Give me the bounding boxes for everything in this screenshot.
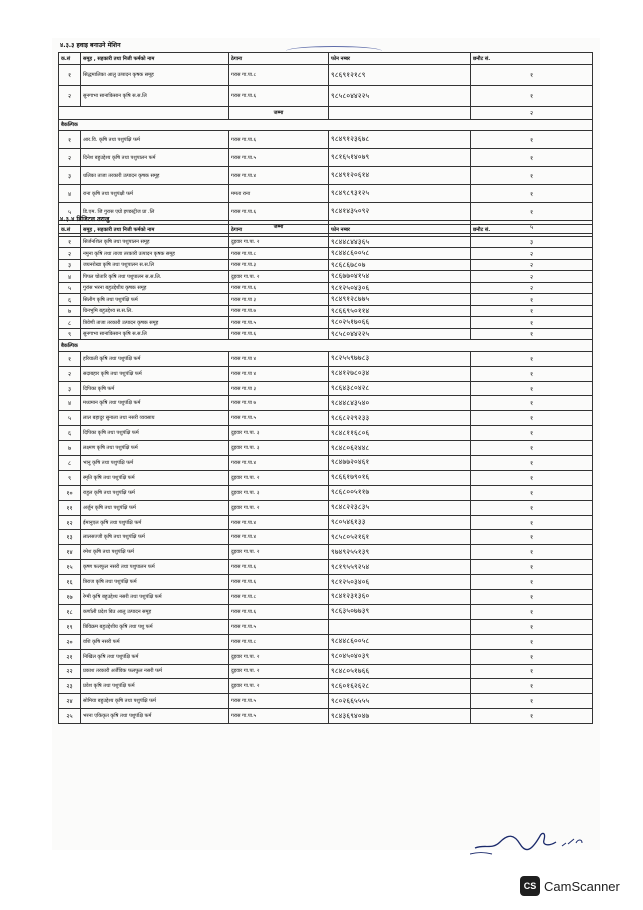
name-cell: दिनेश बहुउद्देश्य कृषि तथा पशुपालन फर्म	[81, 149, 229, 167]
table-row	[59, 411, 593, 426]
serial-cell: १	[59, 236, 81, 248]
address-cell: गरास गा.पा.६	[229, 131, 329, 149]
name-cell: लक्ष्मण कृषि तथा पशुपंक्षि फर्म	[81, 441, 229, 456]
count-cell: १	[471, 530, 593, 545]
table-row	[59, 381, 593, 396]
count-cell: १	[471, 86, 593, 107]
serial-cell: १	[59, 65, 81, 86]
table-row	[59, 530, 593, 545]
table-row	[59, 456, 593, 471]
name-cell: प्रवेश कृषि तथा पशुपंक्षि फर्म	[81, 679, 229, 694]
address-cell: गरास गा.पा.४	[229, 530, 329, 545]
address-cell: गरास गा.पा.५	[229, 149, 329, 167]
serial-cell: २	[59, 149, 81, 167]
serial-cell: ६	[59, 294, 81, 306]
phone-cell: ९८४१२७८०३४	[329, 366, 471, 381]
name-cell: स्मृति कृषि तथा पशुपंक्षि फर्म	[81, 470, 229, 485]
phone-cell: ९८६०१६२६२८	[329, 679, 471, 694]
name-cell: रेग्मी कृषि बहुउद्देश्य नसरी तथा पशुपंक्षि फर्म	[81, 590, 229, 605]
total-row	[59, 107, 593, 120]
address-cell: गरास गा.पा.६	[229, 604, 329, 619]
name-cell: वशि कृषि नसरी फर्म	[81, 634, 229, 649]
count-cell: १	[471, 294, 593, 306]
serial-cell: १४	[59, 545, 81, 560]
phone-cell: ९८६६९५०११४	[329, 305, 471, 317]
table-row	[59, 294, 593, 306]
count-cell: १	[471, 590, 593, 605]
table-row	[59, 470, 593, 485]
phone-cell: ९८४४८४४३६५	[329, 236, 471, 248]
name-cell: सिर्जनशिल कृषि तथा पशुपालन समूह	[81, 236, 229, 248]
name-cell: ग्रिनभुमि बहुउद्देश्य स.स.लि.	[81, 305, 229, 317]
serial-cell: ५	[59, 282, 81, 294]
count-cell: १	[471, 426, 593, 441]
phone-cell: ९८५८०५२१६१	[329, 530, 471, 545]
serial-cell: ८	[59, 317, 81, 329]
section1-title: ४.३.३ हवाइ बनाउने मेशिन	[60, 42, 121, 49]
camscanner-label: CamScanner	[544, 878, 620, 894]
name-cell: दिपिका कृषि फर्म	[81, 381, 229, 396]
table-row	[59, 619, 593, 634]
table-row	[59, 282, 593, 294]
phone-cell: ९८४४८४३५४०	[329, 396, 471, 411]
name-cell: त्रिविक्रम बहुउद्देशीय कृषि तथा पशु फर्म	[81, 619, 229, 634]
phone-cell: ९८४९८९३१२५	[329, 185, 471, 203]
serial-cell: ५	[59, 203, 81, 221]
count-cell: १	[471, 167, 593, 185]
count-cell: १	[471, 545, 593, 560]
total-label: जम्मा	[229, 107, 329, 120]
count-cell: १	[471, 456, 593, 471]
serial-cell: ९	[59, 470, 81, 485]
name-cell: कृष्ण फलफुल नसरी तथा पशुपालन फर्म	[81, 560, 229, 575]
serial-cell: १०	[59, 485, 81, 500]
name-cell: ईमानुएल कृषि तथा पशुपंक्षि फर्म	[81, 515, 229, 530]
serial-cell: ३	[59, 259, 81, 271]
count-cell: १	[471, 203, 593, 221]
count-cell: २	[471, 248, 593, 260]
phone-cell: ९८२५५९७७८३	[329, 351, 471, 366]
total-value: ५	[471, 221, 593, 234]
count-cell: १	[471, 604, 593, 619]
address-cell: गरास गा.पा.५	[229, 317, 329, 329]
table-row	[59, 259, 593, 271]
column-header: ठेगाना	[229, 225, 329, 237]
serial-cell: ६	[59, 426, 81, 441]
phone-cell: ९८४४८६००५८	[329, 248, 471, 260]
address-cell: गरास गा.पा ३	[229, 381, 329, 396]
count-cell: १	[471, 396, 593, 411]
table-row	[59, 271, 593, 283]
count-cell: २	[471, 271, 593, 283]
address-cell: दुइवार गा.पा. ३	[229, 485, 329, 500]
phone-cell: ९८४४८६००५८	[329, 634, 471, 649]
table-row	[59, 317, 593, 329]
camscanner-logo-icon: CS	[520, 876, 540, 896]
address-cell: गरास गा.पा.६	[229, 575, 329, 590]
serial-cell: १७	[59, 590, 81, 605]
serial-cell: १२	[59, 515, 81, 530]
table-header-row	[59, 53, 593, 65]
address-cell: गरास गा.पा ४	[229, 366, 329, 381]
count-cell: १	[471, 411, 593, 426]
phone-cell	[329, 619, 471, 634]
name-cell: मध्यमान कृषि तथा पशुपंक्षि फर्म	[81, 396, 229, 411]
name-cell: कर्णाली प्रदेश बिउ आलु उत्पादन समूह	[81, 604, 229, 619]
serial-cell: ७	[59, 305, 81, 317]
address-cell: गरास गा.पा.४	[229, 515, 329, 530]
table-row	[59, 545, 593, 560]
address-cell: गरास गा.पा.७	[229, 305, 329, 317]
phone-cell: ९८४३६९४०४७	[329, 709, 471, 724]
name-cell: सिद्धमालिका आलु उत्पादन कृषक समूह	[81, 65, 229, 86]
table-row	[59, 604, 593, 619]
address-cell: गरास गा.पा.३	[229, 259, 329, 271]
address-cell: गरास गा.पा.५	[229, 411, 329, 426]
table-row	[59, 485, 593, 500]
column-header: फोन नम्बर	[329, 225, 471, 237]
serial-cell: ७	[59, 441, 81, 456]
table-row	[59, 86, 593, 107]
section2-title: ४.३.४ डिजिटल तराजु	[60, 216, 110, 223]
serial-cell: १६	[59, 575, 81, 590]
name-cell: लालसज्जी कृषि तथा पशुपंक्षि फर्म	[81, 530, 229, 545]
phone-cell: ९८५८०४४२२५	[329, 86, 471, 107]
serial-cell: ५	[59, 411, 81, 426]
count-cell: १	[471, 500, 593, 515]
name-cell: गुरांस भरना बहुउद्देशीय कृषक समूह	[81, 282, 229, 294]
phone-cell: ९८४१४३५०९२	[329, 203, 471, 221]
address-cell: गरास गा.पा ७	[229, 396, 329, 411]
table-row	[59, 441, 593, 456]
phone-cell: ९८१२५०४३०६	[329, 282, 471, 294]
table-row	[59, 426, 593, 441]
machine-table	[58, 52, 593, 234]
name-cell: नमुना कृषि तथा ताजा तरकारी उत्पादन कृषक समूह	[81, 248, 229, 260]
count-cell: १	[471, 470, 593, 485]
table-row	[59, 305, 593, 317]
address-cell: दुइवार गा.पा. ३	[229, 441, 329, 456]
address-cell: ममता राना	[229, 185, 329, 203]
name-cell: प्रकाश तरकारी अर्जैविक फलफुल नसरी फर्म	[81, 664, 229, 679]
table-row	[59, 366, 593, 381]
address-cell: गरास गा.पा.५	[229, 619, 329, 634]
serial-cell: २	[59, 366, 81, 381]
table-row	[59, 649, 593, 664]
count-cell: १	[471, 328, 593, 340]
count-cell: १	[471, 317, 593, 329]
name-cell: हरियाली कृषि तथा पशुपंक्षि फर्म	[81, 351, 229, 366]
signature-drawing	[470, 826, 590, 856]
total-label: जम्मा	[229, 221, 329, 234]
serial-cell: २४	[59, 694, 81, 709]
name-cell: दिपिका कृषि तथा पशुपंक्षि फर्म	[81, 426, 229, 441]
address-cell: दुइवार गा.पा. २	[229, 545, 329, 560]
table-header-row	[59, 225, 593, 237]
phone-cell: ९८०४५०४०३९	[329, 649, 471, 664]
table-row	[59, 248, 593, 260]
count-cell: १	[471, 575, 593, 590]
count-cell: १	[471, 351, 593, 366]
name-cell: आर.वि. कृषि तथा पशुपंक्षि फर्म	[81, 131, 229, 149]
address-cell: गरास गा.पा.६	[229, 86, 329, 107]
name-cell: राना कृषि तथा पशुपंक्षी फर्म	[81, 185, 229, 203]
phone-cell: ९८४१२३१३६०	[329, 590, 471, 605]
table-row	[59, 515, 593, 530]
name-cell: राहुल कृषि तथा पशुपंक्षि फर्म	[81, 485, 229, 500]
count-cell: १	[471, 185, 593, 203]
name-cell: रमेश कृषि तथा पशुपंक्षि फर्म	[81, 545, 229, 560]
column-header: क.सं	[59, 225, 81, 237]
phone-cell: ९८४८२२३८३५	[329, 500, 471, 515]
address-cell: गरास गा.पा ४	[229, 351, 329, 366]
serial-cell: १५	[59, 560, 81, 575]
phone-cell: ९८५८०४४२२५	[329, 328, 471, 340]
phone-cell: ९८१६५१४०७९	[329, 149, 471, 167]
address-cell: गरास गा.पा.६	[229, 282, 329, 294]
section-label-row	[59, 120, 593, 131]
name-cell: धलिका ताजा तरकारी उत्पादन कृषक समूह	[81, 167, 229, 185]
serial-cell: ९	[59, 328, 81, 340]
section-label: बैकल्पिक	[59, 340, 593, 352]
phone-cell: ९८६८००५११७	[329, 485, 471, 500]
serial-cell: ८	[59, 456, 81, 471]
total-blank	[329, 107, 471, 120]
column-header: ठेगाना	[229, 53, 329, 65]
address-cell: गरास गा.पा ३	[229, 294, 329, 306]
phone-cell: ९८०२६६५५५५	[329, 694, 471, 709]
phone-cell: ९८४८०५१७६६	[329, 664, 471, 679]
total-blank	[59, 107, 229, 120]
table-row	[59, 679, 593, 694]
name-cell: पिपल चोतारि कृषि तथा पशुपालन स.स.लि.	[81, 271, 229, 283]
serial-cell: ४	[59, 185, 81, 203]
serial-cell: ३	[59, 167, 81, 185]
phone-cell: ९८६४३८०४२८	[329, 381, 471, 396]
count-cell: २	[471, 259, 593, 271]
serial-cell: ३	[59, 381, 81, 396]
serial-cell: ४	[59, 396, 81, 411]
address-cell: दुइवार गा.पा. २	[229, 236, 329, 248]
name-cell: सदाबहार कृषि तथा पशुपंक्षि फर्म	[81, 366, 229, 381]
serial-cell: २५	[59, 709, 81, 724]
column-header: समूह , सहकारी तथा निजी फर्मको नाम	[81, 53, 229, 65]
serial-cell: ११	[59, 500, 81, 515]
serial-cell: १	[59, 131, 81, 149]
phone-cell: ९८६८२२९२३३	[329, 411, 471, 426]
count-cell: १	[471, 381, 593, 396]
table-row	[59, 167, 593, 185]
address-cell: दुइवार गा.पा. २	[229, 500, 329, 515]
table-row	[59, 328, 593, 340]
phone-cell: ९८६९१२१८९	[329, 65, 471, 86]
address-cell: गरास गा.पा.८	[229, 590, 329, 605]
table-row	[59, 575, 593, 590]
serial-cell: १९	[59, 619, 81, 634]
phone-cell: ९८४७७२०४६१	[329, 456, 471, 471]
table-row	[59, 203, 593, 221]
serial-cell: २	[59, 86, 81, 107]
phone-cell: ९८१९५५९२५४	[329, 560, 471, 575]
address-cell: दुइवार गा.पा. २	[229, 664, 329, 679]
name-cell: भानु कृषि तथा पशुपंक्षि फर्म	[81, 456, 229, 471]
name-cell: त्रिराज कृषि तथा पशुपंक्षि फर्म	[81, 575, 229, 590]
name-cell: जयनरोखा कृषि तथा पशुपालन स.स.लि	[81, 259, 229, 271]
serial-cell: २०	[59, 634, 81, 649]
count-cell: १	[471, 441, 593, 456]
column-header: समूह , सहकारी तथा निजी फर्मको नाम	[81, 225, 229, 237]
address-cell: गरास गा.पा.४	[229, 456, 329, 471]
table-row	[59, 131, 593, 149]
count-cell: १	[471, 634, 593, 649]
name-cell: लाल बहादुर सुनाला तथा नसरी व्यवसाय	[81, 411, 229, 426]
name-cell: भरना एकिकृत कृषि तथा पशुपंक्षि फर्म	[81, 709, 229, 724]
serial-cell: २१	[59, 649, 81, 664]
count-cell: १	[471, 366, 593, 381]
phone-cell: ९८४९१२८७७५	[329, 294, 471, 306]
serial-cell: १८	[59, 604, 81, 619]
count-cell: १	[471, 515, 593, 530]
table-row	[59, 664, 593, 679]
phone-cell: ९८१२५०३४०६	[329, 575, 471, 590]
address-cell: दुइवार गा.पा. २	[229, 271, 329, 283]
count-cell: १	[471, 485, 593, 500]
table-row	[59, 149, 593, 167]
serial-cell: २२	[59, 664, 81, 679]
phone-cell: ९८६३५०७७३९	[329, 604, 471, 619]
column-header: छनौट सं.	[471, 53, 593, 65]
section-label: बैकल्पिक	[59, 120, 593, 131]
table-row	[59, 351, 593, 366]
name-cell: डि.एम. जि गुरास एग्रो इण्डस्ट्रीज प्रा .लि	[81, 203, 229, 221]
count-cell: १	[471, 649, 593, 664]
serial-cell: २	[59, 248, 81, 260]
count-cell: ३	[471, 236, 593, 248]
address-cell: गरास गा.पा.६	[229, 203, 329, 221]
count-cell: १	[471, 619, 593, 634]
table-row	[59, 65, 593, 86]
count-cell: १	[471, 664, 593, 679]
scale-table	[58, 224, 593, 724]
phone-cell: ९८०२५१७०६६	[329, 317, 471, 329]
table-row	[59, 694, 593, 709]
table-row	[59, 634, 593, 649]
address-cell: गरास गा.पा.५	[229, 709, 329, 724]
address-cell: दुइवार गा.पा. ३	[229, 426, 329, 441]
address-cell: गरास गा.पा.८	[229, 248, 329, 260]
name-cell: अर्जुन कृषि तथा पशुपंक्षि फर्म	[81, 500, 229, 515]
count-cell: १	[471, 131, 593, 149]
address-cell: दुइवार गा.पा. २	[229, 470, 329, 485]
name-cell: त्रिवेणी ताजा तरकारी उत्पादन कृषक समूह	[81, 317, 229, 329]
phone-cell: ९८४९१२०६१४	[329, 167, 471, 185]
count-cell: १	[471, 679, 593, 694]
phone-cell: ९८४८११६८०६	[329, 426, 471, 441]
serial-cell: १	[59, 351, 81, 366]
name-cell: सुनगाभा सानाकिसान कृषि स.स.लि	[81, 328, 229, 340]
address-cell: गरास गा.पा.८	[229, 634, 329, 649]
phone-cell: ९८४९१२३६७८	[329, 131, 471, 149]
name-cell: सोमिया बहुउद्देश्य कृषि तथा पशुपंक्षि फर्म	[81, 694, 229, 709]
count-cell: २	[471, 282, 593, 294]
name-cell: सुनगाभा सानाकिसान कृषि स.स.लि	[81, 86, 229, 107]
table-row	[59, 709, 593, 724]
table-row	[59, 590, 593, 605]
camscanner-watermark	[520, 876, 620, 896]
address-cell: गरास गा.पा.८	[229, 65, 329, 86]
column-header: छनौट सं.	[471, 225, 593, 237]
address-cell: गरास गा.पा.४	[229, 167, 329, 185]
column-header: क.सं	[59, 53, 81, 65]
table-row	[59, 236, 593, 248]
section-label-row	[59, 340, 593, 352]
count-cell: १	[471, 694, 593, 709]
serial-cell: २३	[59, 679, 81, 694]
total-value: २	[471, 107, 593, 120]
count-cell: १	[471, 65, 593, 86]
name-cell: सिलीग कृषि तथा पशुपंक्षि फर्म	[81, 294, 229, 306]
address-cell: दुइवार गा.पा. २	[229, 649, 329, 664]
phone-cell: ९८६६१७९०१६	[329, 470, 471, 485]
count-cell: १	[471, 305, 593, 317]
phone-cell: ९७४९२५५१३९	[329, 545, 471, 560]
serial-cell: १३	[59, 530, 81, 545]
count-cell: १	[471, 560, 593, 575]
phone-cell: ९८४८०६२४४८	[329, 441, 471, 456]
name-cell: निखिल कृषि तथा पशुपंक्षि फर्म	[81, 649, 229, 664]
phone-cell: ९८६७७०४१५४	[329, 271, 471, 283]
table-row	[59, 396, 593, 411]
phone-cell: ९८०५४६१३३	[329, 515, 471, 530]
address-cell: गरास गा.पा.५	[229, 694, 329, 709]
phone-cell: ९८६८६७८०७	[329, 259, 471, 271]
signature	[470, 826, 590, 860]
address-cell: दुइवार गा.पा. २	[229, 679, 329, 694]
serial-cell: ४	[59, 271, 81, 283]
table-row	[59, 560, 593, 575]
address-cell: गरास गा.पा.६	[229, 560, 329, 575]
table-row	[59, 500, 593, 515]
count-cell: १	[471, 149, 593, 167]
address-cell: गरास गा.पा.६	[229, 328, 329, 340]
count-cell: १	[471, 709, 593, 724]
column-header: फोन नम्बर	[329, 53, 471, 65]
table-row	[59, 185, 593, 203]
